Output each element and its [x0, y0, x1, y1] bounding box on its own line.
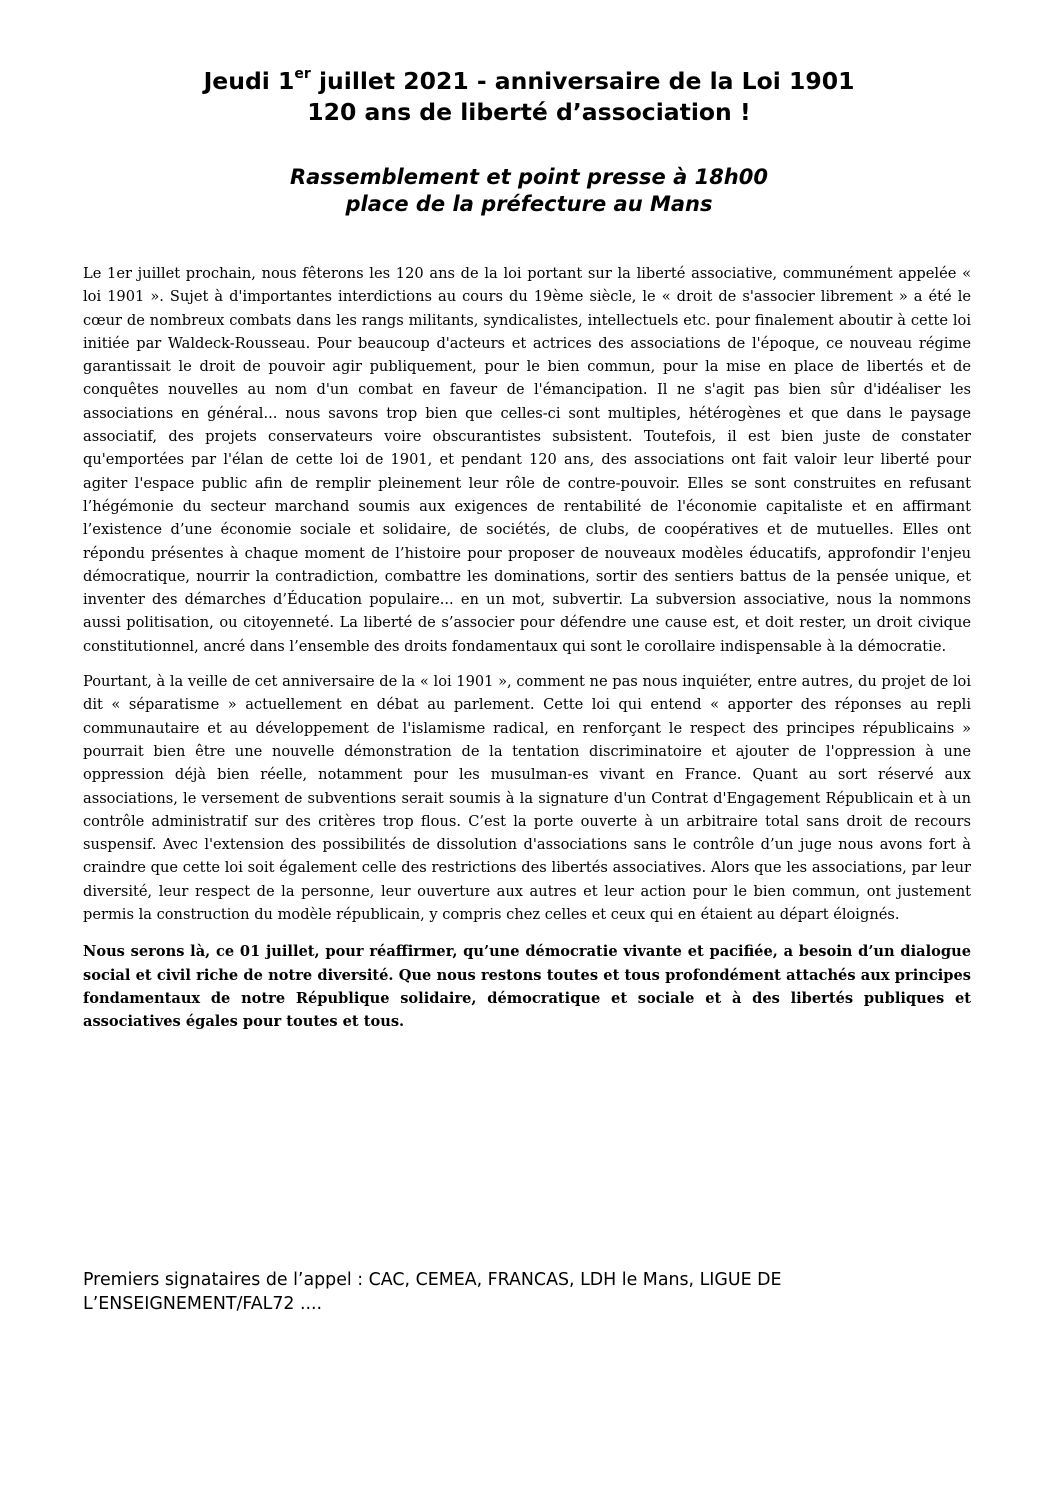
title-line-1-start: Jeudi 1	[203, 67, 295, 95]
title-line-1-end: juillet 2021 - anniversaire de la Loi 1901	[310, 67, 855, 95]
body-paragraph-3-bold: Nous serons là, ce 01 juillet, pour réaffirmer, qu’une démocratie vivante et pacifiée, a besoin d’un dialogue social et civil riche de notre diversité. Que nous restons toutes et tous profondément attachés aux principes fondamentaux de notre République solidaire, démocratique et sociale et à des libertés publiques et associatives égales pour toutes et tous.	[83, 943, 971, 1031]
document-subtitle	[0, 164, 1058, 218]
document-title	[0, 66, 1058, 128]
subtitle-line-1: Rassemblement et point presse à 18h00	[290, 165, 768, 189]
document-body	[83, 262, 971, 1046]
body-paragraph-1: Le 1er juillet prochain, nous fêterons les 120 ans de la loi portant sur la liberté associative, communément appelée « loi 1901 ». Sujet à d'importantes interdictions au cours du 19ème siècle, le « droit de s'associer librement » a été le cœur de nombreux combats dans les rangs militants, syndicalistes, intellectuels etc. pour finalement aboutir à cette loi initiée par Waldeck-Rousseau. Pour beaucoup d'acteurs et actrices des associations de l'époque, ce nouveau régime garantissait le droit de pouvoir agir publiquement, pour le bien commun, pour la mise en place de libertés et de conquêtes nouvelles au nom d'un combat en faveur de l'émancipation. Il ne s'agit pas bien sûr d'idéaliser les associations en général... nous savons trop bien que celles-ci sont multiples, hétérogènes et que dans le paysage associatif, des projets conservateurs voire obscurantistes subsistent. Toutefois, il est bien juste de constater qu'emportées par l'élan de cette loi de 1901, et pendant 120 ans, des associations ont fait valoir leur liberté pour agiter l'espace public afin de remplir pleinement leur rôle de contre-pouvoir. Elles se sont construites en refusant l’hégémonie du secteur marchand soumis aux exigences de rentabilité de l'économie capitaliste et en affirmant l’existence d’une économie sociale et solidaire, de sociétés, de clubs, de coopératives et de mutuelles. Elles ont répondu présentes à chaque moment de l’histoire pour proposer de nouveaux modèles éducatifs, approfondir l'enjeu démocratique, nourrir la contradiction, combattre les dominations, sortir des sentiers battus de la pensée unique, et inventer des démarches d’Éducation populaire... en un mot, subvertir. La subversion associative, nous la nommons aussi politisation, ou citoyenneté. La liberté de s’associer pour défendre une cause est, et doit rester, un droit civique constitutionnel, ancré dans l’ensemble des droits fondamentaux qui sont le corollaire indispensable à la démocratie.	[83, 265, 971, 655]
title-line-2: 120 ans de liberté d’association !	[307, 98, 751, 126]
subtitle-line-2: place de la préfecture au Mans	[345, 192, 713, 216]
body-paragraph-2: Pourtant, à la veille de cet anniversaire de la « loi 1901 », comment ne pas nous inquiéter, entre autres, du projet de loi dit « séparatisme » actuellement en débat au parlement. Cette loi qui entend « apporter des réponses au repli communautaire et au développement de l'islamisme radical, en renforçant le respect des principes républicains » pourrait bien être une nouvelle démonstration de la tentation discriminatoire et ajouter de l'oppression à une oppression déjà bien réelle, notamment pour les musulman-es vivant en France. Quant au sort réservé aux associations, le versement de subventions serait soumis à la signature d'un Contrat d'Engagement Républicain et à un contrôle administratif sur des critères trop flous. C’est la porte ouverte à un arbitraire total sans droit de recours suspensif. Avec l'extension des possibilités de dissolution d'associations sans le contrôle d’un juge nous avons fort à craindre que cette loi soit également celle des restrictions des libertés associatives. Alors que les associations, par leur diversité, leur respect de la personne, leur ouverture aux autres et leur action pour le bien commun, ont justement permis la construction du modèle républicain, y compris chez celles et ceux qui en étaient au départ éloignés.	[83, 673, 971, 924]
signatories-list: Premiers signataires de l’appel : CAC, CEMEA, FRANCAS, LDH le Mans, LIGUE DE L’ENSEIGNEMENT/FAL72 ....	[83, 1270, 782, 1314]
title-ordinal-superscript: er	[294, 66, 311, 83]
title-line-1	[0, 66, 1058, 97]
